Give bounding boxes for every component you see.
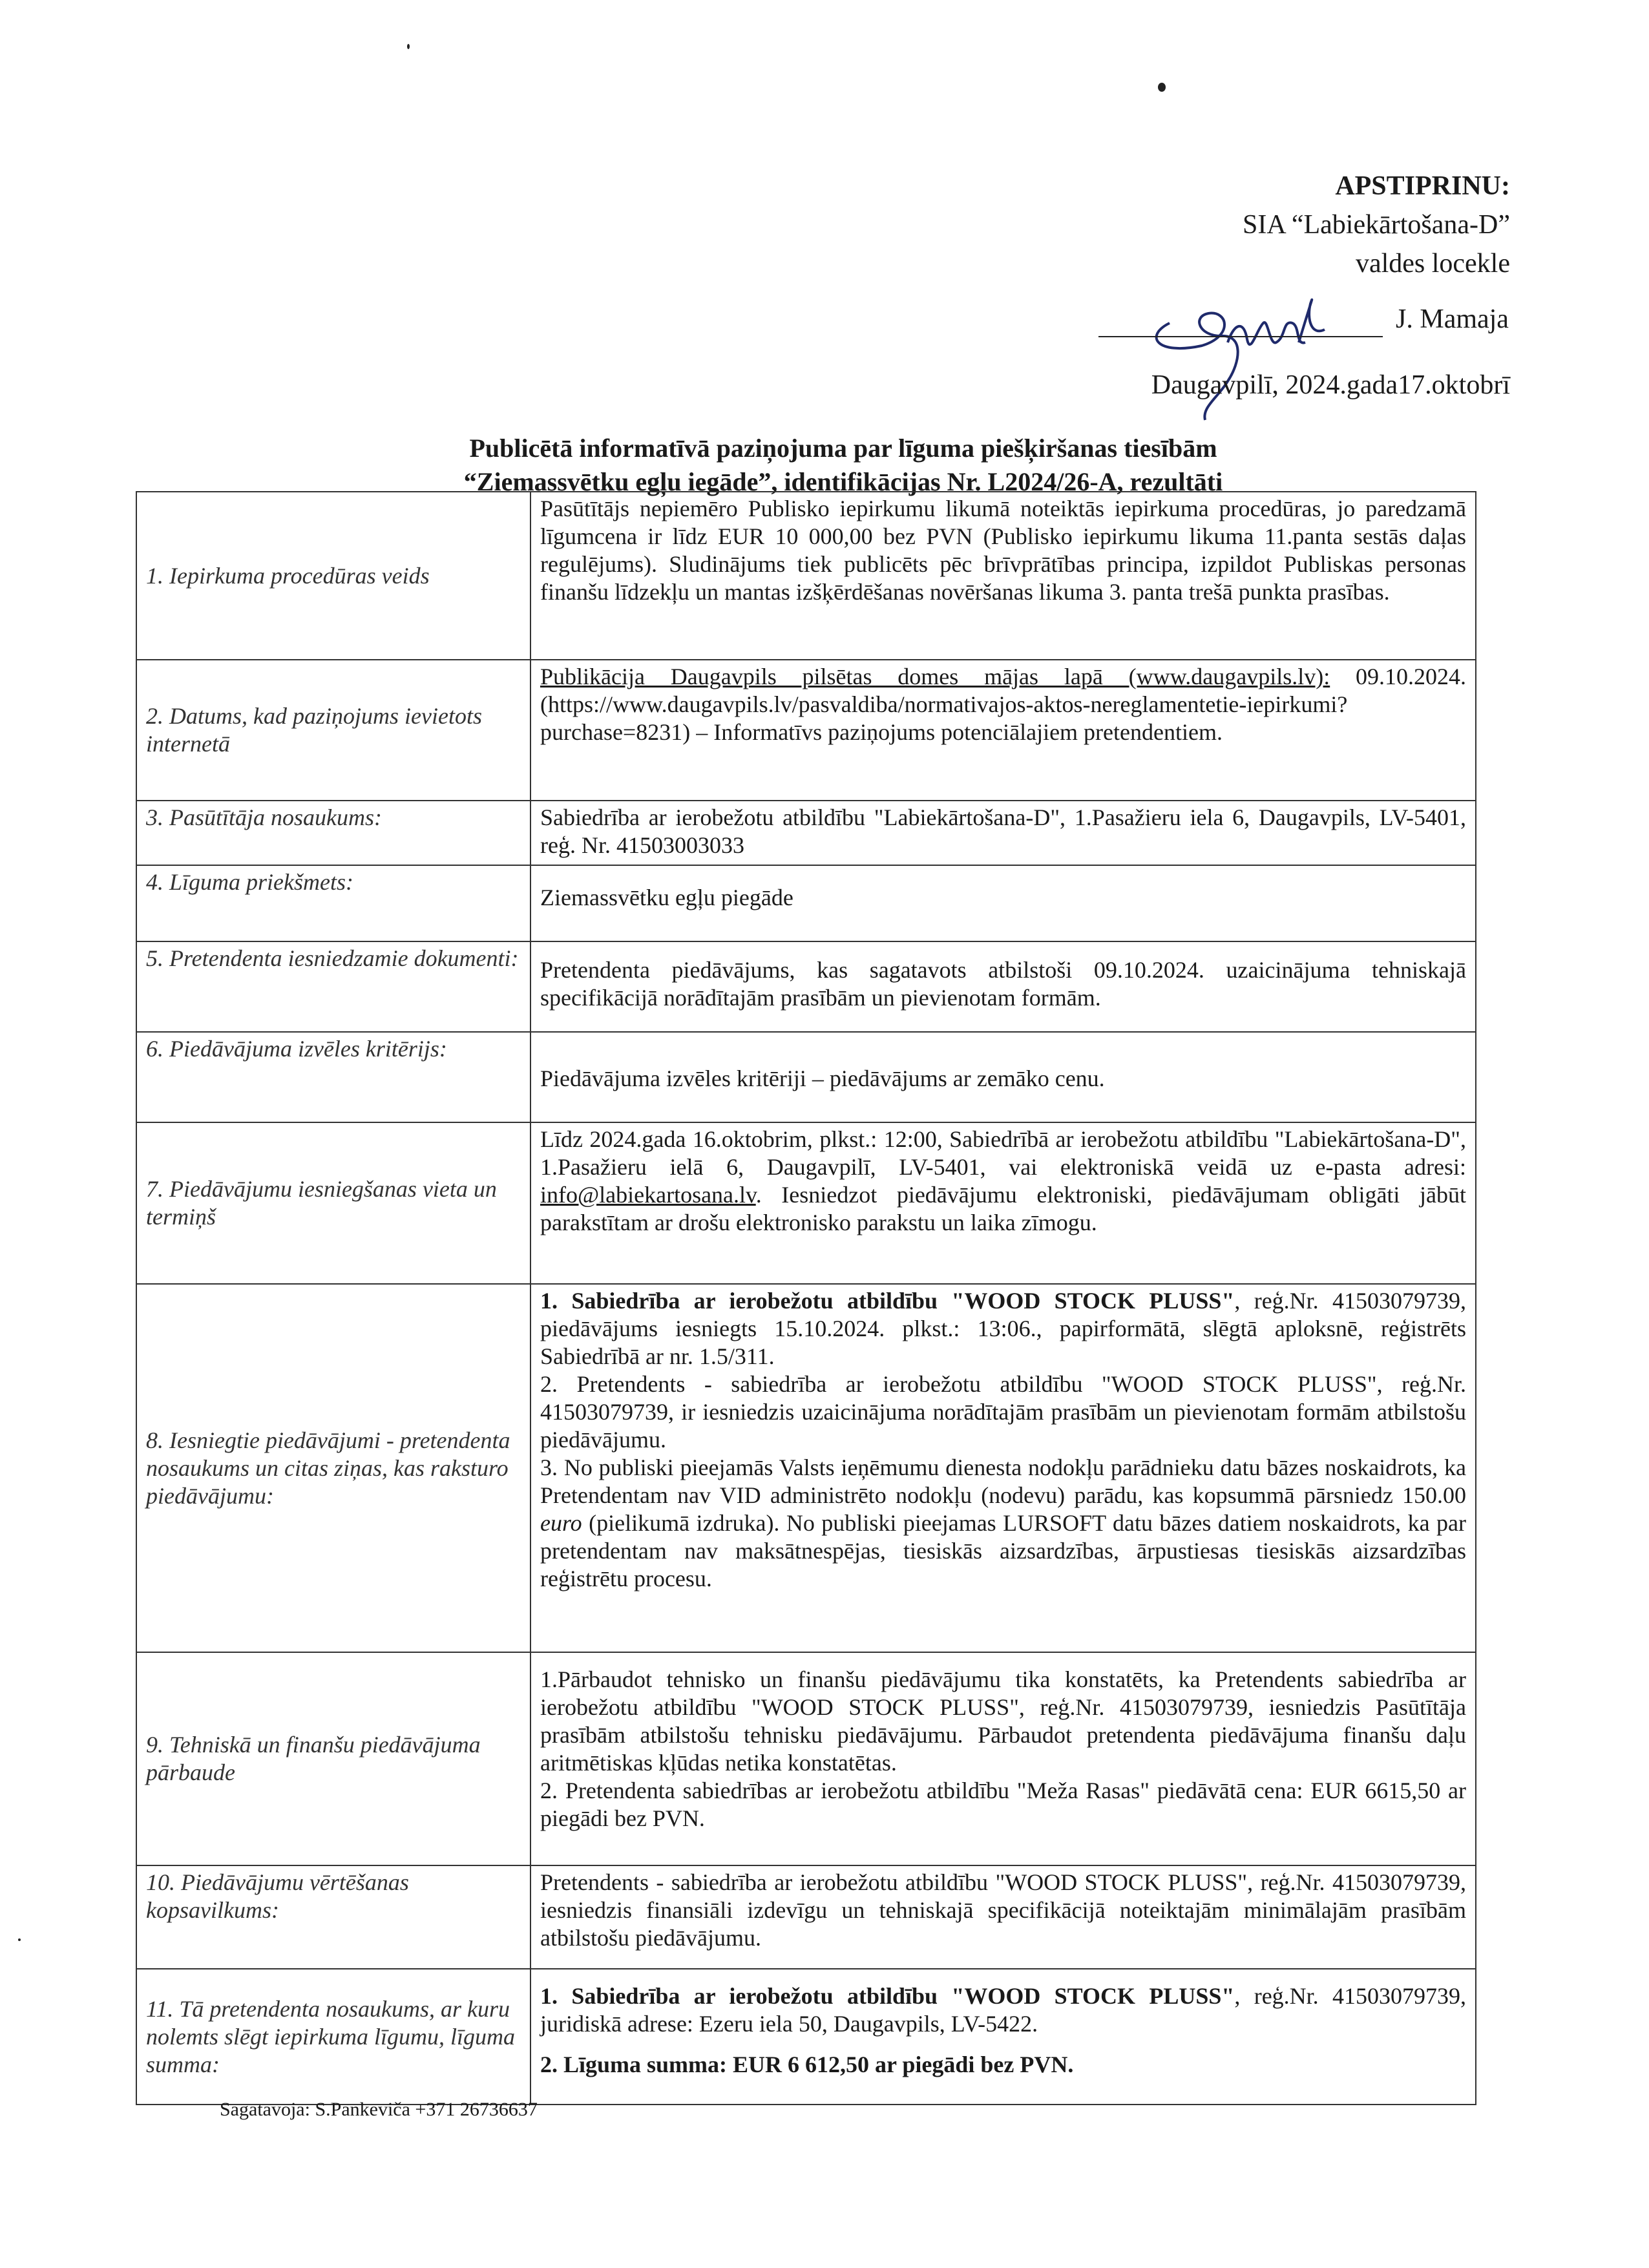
criteria-text: Piedāvājuma izvēles kritēriji – piedāvājums ar zemāko cenu. [540,1066,1105,1091]
table-row [136,1969,1476,2105]
table-row [136,865,1476,941]
row-label: 8. Iesniegtie piedāvājumi - pretendenta nosaukums un citas ziņas, kas raksturo piedāvājumu: [136,1284,530,1652]
deadline-text-cont: . Iesniedzot piedāvājumu elektroniski, piedāvājumam obligāti jābūt parakstītam ar drošu elektronisko parakstu un laika zīmogu. [540,1182,1466,1235]
offer-paragraph-2: 2. Pretendents - sabiedrība ar ierobežotu atbildību "WOOD STOCK PLUSS", reģ.Nr. 41503079739, ir iesniedzis uzaicinājuma norādītajām prasībām un pievienotam formām atbilstošu piedāvājumu. [540,1371,1466,1453]
approval-block [1243,167,1510,283]
results-table [136,491,1476,2105]
table-row [136,801,1476,865]
row-value [530,1652,1476,1865]
row-label: 5. Pretendenta iesniedzamie dokumenti: [136,941,530,1032]
title-line-1: Publicētā informatīvā paziņojuma par līguma piešķiršanas tiesībām [469,434,1217,463]
title-line-2: “Ziemassvētku egļu iegāde”, identifikācijas Nr. L2024/26-A, rezultāti [463,467,1223,496]
approval-date: Daugavpilī, 2024.gada17.oktobrī [1151,370,1510,400]
table-row [136,660,1476,801]
row-label: 7. Piedāvājumu iesniegšanas vieta un termiņš [136,1122,530,1284]
scan-speck [407,44,410,49]
row-value: Pretendents - sabiedrība ar ierobežotu atbildību "WOOD STOCK PLUSS", reģ.Nr. 41503079739, iesniedzis finansiāli izdevīgu un tehniskajā specifikācijā noteiktajām minimālajām prasībām atbilstošu piedāvājumu. [530,1865,1476,1969]
row-label: 9. Tehniskā un finanšu piedāvājuma pārbaude [136,1652,530,1865]
approval-heading: APSTIPRINU: [1335,171,1510,201]
table-row [136,1865,1476,1969]
handwritten-signature [1131,284,1402,439]
table-row [136,1032,1476,1122]
table-row [136,492,1476,660]
row-label: 6. Piedāvājuma izvēles kritērijs: [136,1032,530,1122]
contract-sum: 2. Līguma summa: EUR 6 612,50 ar piegādi bez PVN. [540,2052,1074,2077]
row-value: Pasūtītājs nepiemēro Publisko iepirkumu likumā noteiktās iepirkuma procedūras, jo paredzamā līgumcena ir līdz EUR 10 000,00 bez PVN (Publisko iepirkumu likuma 11.panta sestās daļas regulējums). Sludinājums tiek publicēts pēc brīvprātības principa, izpildot Publiskas personas finanšu līdzekļu un mantas izšķērdēšanas novēršanas likuma 3. panta trešā punkta prasības. [530,492,1476,660]
row-label: 2. Datums, kad paziņojums ievietots internetā [136,660,530,801]
table-row [136,1652,1476,1865]
approval-position: valdes locekle [1355,249,1510,278]
row-label: 10. Piedāvājumu vērtēšanas kopsavilkums: [136,1865,530,1969]
publication-link-text[interactable]: Publikācija Daugavpils pilsētas domes mājas lapā (www.daugavpils.lv): [540,664,1330,689]
email-link[interactable]: info@labiekartosana.lv [540,1182,756,1208]
offer-paragraph-1: 1. Sabiedrība ar ierobežotu atbildību "WOOD STOCK PLUSS", reģ.Nr. 41503079739, piedāvājums iesniegts 15.10.2024. plkst.: 13:06., papirformātā, slēgtā aploksnē, reģistrēts Sabiedrībā ar nr. 1.5/311. [540,1288,1466,1369]
prepared-by: Sagatavoja: S.Pankeviča +371 26736637 [220,2099,538,2120]
table-row [136,1122,1476,1284]
table-row [136,941,1476,1032]
approval-company: SIA “Labiekārtošana-D” [1243,210,1510,240]
check-paragraph-1: 1.Pārbaudot tehnisko un finanšu piedāvājumu tika konstatēts, ka Pretendents sabiedrība ar ierobežotu atbildību "WOOD STOCK PLUSS", reģ.Nr. 41503079739, iesniedzis Pasūtītāja prasībām atbilstošu tehnisku piedāvājumu. Pārbaudot pretendenta piedāvājuma finanšu daļu aritmētiskas kļūdas netika konstatētas. [540,1666,1466,1776]
row-value [530,1032,1476,1122]
winner-paragraph-1: 1. Sabiedrība ar ierobežotu atbildību "WOOD STOCK PLUSS", reģ.Nr. 41503079739, juridiskā adrese: Ezeru iela 50, Daugavpils, LV-5422. [540,1983,1466,2037]
documents-text: Pretendenta piedāvājums, kas sagatavots atbilstoši 09.10.2024. uzaicinājuma tehniskajā specifikācijā norādītajām prasībām un pievienotam formām. [540,957,1466,1011]
check-paragraph-2: 2. Pretendenta sabiedrības ar ierobežotu atbildību "Meža Rasas" piedāvātā cena: EUR 6615,50 ar piegādi bez PVN. [540,1778,1466,1831]
document-title [213,432,1473,499]
offer-paragraph-3: 3. No publiski pieejamās Valsts ieņēmumu dienesta nodokļu parādnieku datu bāzes noskaidrots, ka Pretendentam nav VID administrēto nodokļu (nodevu) parādu, kas kopsummā pārsniedz 150.00 euro (pielikumā izdruka). No publiski pieejamas LURSOFT datu bāzes datiem noskaidrots, ka par pretendentam nav maksātnespējas, tiesiskās aizsardzības, ārpustiesas tiesiskās aizsardzības reģistrētu procesu. [540,1454,1466,1591]
row-value [530,865,1476,941]
row-label: 4. Līguma priekšmets: [136,865,530,941]
signer-name: J. Mamaja [1396,304,1509,334]
deadline-text: Līdz 2024.gada 16.oktobrim, plkst.: 12:00, Sabiedrībā ar ierobežotu atbildību "Labiekārtošana-D", 1.Pasažieru ielā 6, Daugavpilī, LV-5401, vai elektroniskā veidā uz e-pasta adresi: [540,1126,1466,1180]
row-value [530,1284,1476,1652]
row-value [530,1122,1476,1284]
row-value [530,941,1476,1032]
row-label: 3. Pasūtītāja nosaukums: [136,801,530,865]
row-label: 1. Iepirkuma procedūras veids [136,492,530,660]
row-label: 11. Tā pretendenta nosaukums, ar kuru nolemts slēgt iepirkuma līgumu, līguma summa: [136,1969,530,2105]
scan-speck [1158,83,1166,92]
signature-line [1098,336,1383,337]
publication-details: 09.10.2024. (https://www.daugavpils.lv/pasvaldiba/normativajos-aktos-nereglamentetie-iepirkumi?purchase=8231) – Informatīvs paziņojums potenciālajiem pretendentiem. [540,664,1466,745]
scan-speck [18,1938,21,1941]
row-value [530,1969,1476,2105]
row-value: Sabiedrība ar ierobežotu atbildību "Labiekārtošana-D", 1.Pasažieru iela 6, Daugavpils, LV-5401, reģ. Nr. 41503003033 [530,801,1476,865]
contract-subject: Ziemassvētku egļu piegāde [540,885,793,910]
row-value [530,660,1476,801]
table-row [136,1284,1476,1652]
